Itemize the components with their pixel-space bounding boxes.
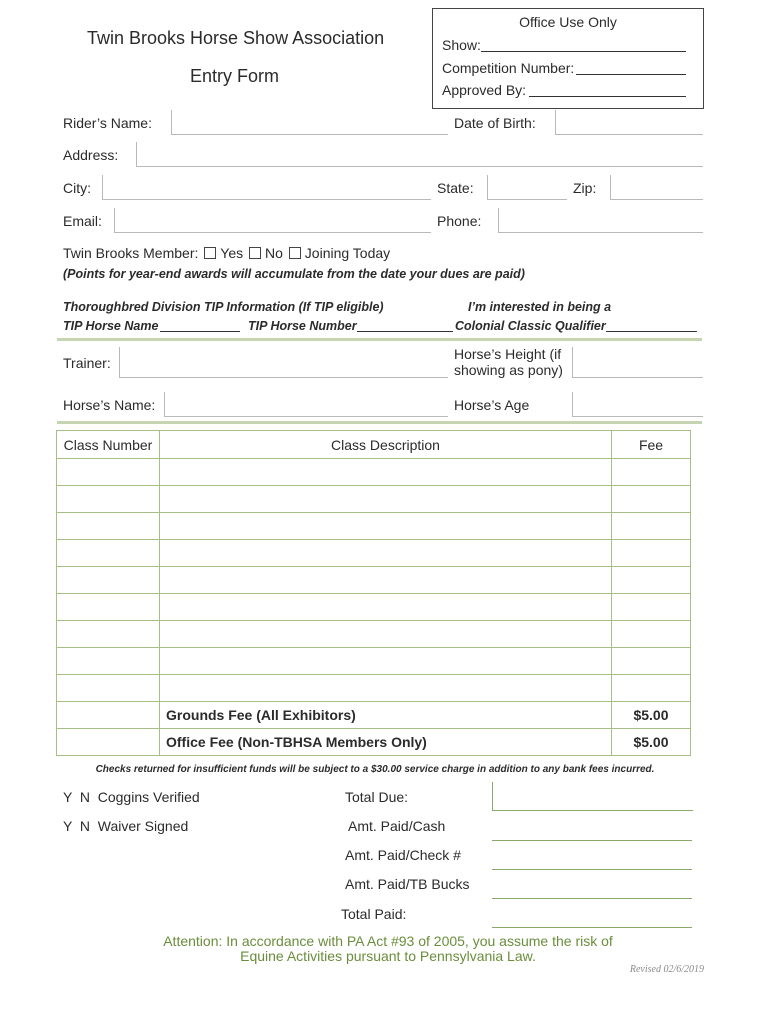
class-fee-cell[interactable] — [612, 540, 691, 567]
total-due-label: Total Due: — [345, 789, 409, 805]
class-number-cell[interactable] — [57, 513, 160, 540]
points-note: (Points for year-end awards will accumulate from the date your dues are paid) — [63, 267, 525, 281]
class-row[interactable] — [57, 540, 691, 567]
form-title: Entry Form — [190, 66, 280, 86]
total-paid-field[interactable] — [492, 927, 692, 928]
amt-check-field[interactable] — [492, 869, 692, 870]
org-title: Twin Brooks Horse Show Association — [87, 28, 385, 48]
city-field[interactable] — [102, 175, 431, 200]
nsf-notice: Checks returned for insufficient funds will be subject to a $30.00 service charge in addition to any bank fees incurred. — [95, 764, 655, 775]
class-fee-cell[interactable] — [612, 486, 691, 513]
office-fee-label: Office Fee (Non-TBHSA Members Only) — [160, 729, 612, 756]
class-number-cell[interactable] — [57, 540, 160, 567]
class-description-cell[interactable] — [160, 540, 612, 567]
office-use-box — [432, 8, 704, 109]
horse-height-field[interactable] — [572, 347, 703, 378]
class-description-cell[interactable] — [160, 675, 612, 702]
address-field[interactable] — [136, 142, 703, 167]
class-fee-cell[interactable] — [612, 621, 691, 648]
class-description-cell[interactable] — [160, 567, 612, 594]
class-number-cell[interactable] — [57, 648, 160, 675]
amt-bucks-field[interactable] — [492, 898, 692, 899]
class-number-cell[interactable] — [57, 486, 160, 513]
tip-heading: Thoroughbred Division TIP Information (If TIP eligible) — [63, 300, 384, 314]
class-row[interactable] — [57, 621, 691, 648]
member-no-checkbox[interactable] — [249, 247, 261, 259]
class-row[interactable] — [57, 675, 691, 702]
horse-age-field[interactable] — [572, 392, 703, 417]
member-yes-label: Yes — [220, 245, 244, 261]
horse-name-label: Horse’s Name: — [63, 397, 156, 413]
amt-cash-field[interactable] — [492, 840, 692, 841]
section-separator — [57, 338, 702, 341]
class-row[interactable] — [57, 513, 691, 540]
class-description-cell[interactable] — [160, 621, 612, 648]
class-number-cell[interactable] — [57, 621, 160, 648]
amt-cash-label: Amt. Paid/Cash — [348, 818, 446, 834]
class-fee-cell[interactable] — [612, 648, 691, 675]
trainer-field[interactable] — [119, 347, 448, 378]
email-field[interactable] — [114, 208, 431, 233]
address-label: Address: — [63, 147, 119, 163]
tip-horse-name-line[interactable] — [160, 331, 240, 332]
office-show-line[interactable] — [481, 51, 686, 52]
state-label: State: — [437, 180, 474, 196]
qualifier-label: Colonial Classic Qualifier — [455, 319, 606, 333]
horse-height-label-line2: showing as pony) — [454, 362, 563, 378]
class-fee-cell[interactable] — [612, 594, 691, 621]
riders-name-label: Rider’s Name: — [63, 115, 152, 131]
class-row[interactable] — [57, 486, 691, 513]
class-row[interactable] — [57, 648, 691, 675]
zip-label: Zip: — [573, 180, 597, 196]
office-approved-line[interactable] — [529, 96, 686, 97]
grounds-fee-number-cell — [57, 702, 160, 729]
member-joining-label: Joining Today — [304, 245, 391, 261]
class-row[interactable] — [57, 459, 691, 486]
membership-label: Twin Brooks Member: — [63, 245, 199, 261]
trainer-label: Trainer: — [63, 355, 111, 371]
member-joining-checkbox[interactable] — [289, 247, 301, 259]
horse-height-label-line1: Horse’s Height (if — [454, 346, 562, 362]
fee-header: Fee — [612, 431, 691, 459]
class-description-cell[interactable] — [160, 486, 612, 513]
zip-field[interactable] — [610, 175, 703, 200]
horse-age-label: Horse’s Age — [454, 397, 530, 413]
office-use-title: Office Use Only — [519, 14, 617, 30]
attention-text — [0, 934, 770, 964]
phone-field[interactable] — [498, 208, 703, 233]
city-label: City: — [63, 180, 91, 196]
class-description-header: Class Description — [160, 431, 612, 459]
class-description-cell[interactable] — [160, 594, 612, 621]
phone-label: Phone: — [437, 213, 482, 229]
office-fee-number-cell — [57, 729, 160, 756]
class-row[interactable] — [57, 567, 691, 594]
qualifier-line[interactable] — [606, 331, 697, 332]
horse-name-field[interactable] — [164, 392, 448, 417]
class-description-cell[interactable] — [160, 513, 612, 540]
class-number-cell[interactable] — [57, 594, 160, 621]
horse-height-label — [454, 346, 563, 378]
member-yes-checkbox[interactable] — [204, 247, 216, 259]
class-number-cell[interactable] — [57, 567, 160, 594]
office-competition-label: Competition Number: — [442, 60, 575, 76]
membership-row — [63, 245, 390, 261]
member-no-label: No — [265, 245, 283, 261]
attention-line1: Attention: In accordance with PA Act #93 of 2005, you assume the risk of — [163, 933, 613, 949]
attention-line2: Equine Activities pursuant to Pennsylvania Law. — [240, 948, 536, 964]
grounds-fee-label: Grounds Fee (All Exhibitors) — [160, 702, 612, 729]
coggins-verified[interactable]: Y N Coggins Verified — [63, 789, 200, 805]
class-description-cell[interactable] — [160, 459, 612, 486]
dob-label: Date of Birth: — [454, 115, 536, 131]
class-number-header: Class Number — [57, 431, 160, 459]
tip-horse-number-label: TIP Horse Number — [248, 319, 357, 333]
amt-check-label: Amt. Paid/Check # — [345, 847, 461, 863]
tip-horse-number-line[interactable] — [357, 331, 453, 332]
email-label: Email: — [63, 213, 102, 229]
office-competition-line[interactable] — [576, 74, 686, 75]
class-description-cell[interactable] — [160, 648, 612, 675]
office-fee-row — [57, 729, 691, 756]
classes-table — [56, 430, 691, 756]
class-fee-cell[interactable] — [612, 513, 691, 540]
grounds-fee-amount: $5.00 — [612, 702, 691, 729]
total-paid-label: Total Paid: — [341, 906, 407, 922]
riders-name-field[interactable] — [171, 110, 448, 135]
class-row[interactable] — [57, 594, 691, 621]
class-number-cell[interactable] — [57, 459, 160, 486]
section-separator-2 — [57, 421, 702, 424]
interested-label: I’m interested in being a — [468, 300, 612, 314]
grounds-fee-row — [57, 702, 691, 729]
class-number-cell[interactable] — [57, 675, 160, 702]
class-fee-cell[interactable] — [612, 675, 691, 702]
state-field[interactable] — [487, 175, 567, 200]
tip-horse-name-label: TIP Horse Name — [63, 319, 159, 333]
amt-bucks-label: Amt. Paid/TB Bucks — [345, 876, 470, 892]
dob-field[interactable] — [555, 110, 703, 135]
class-fee-cell[interactable] — [612, 459, 691, 486]
total-due-field[interactable] — [492, 782, 693, 811]
office-show-label: Show: — [442, 37, 481, 53]
class-fee-cell[interactable] — [612, 567, 691, 594]
waiver-signed[interactable]: Y N Waiver Signed — [63, 818, 189, 834]
revised-date: Revised 02/6/2019 — [629, 964, 704, 975]
office-approved-label: Approved By: — [442, 82, 527, 98]
office-fee-amount: $5.00 — [612, 729, 691, 756]
